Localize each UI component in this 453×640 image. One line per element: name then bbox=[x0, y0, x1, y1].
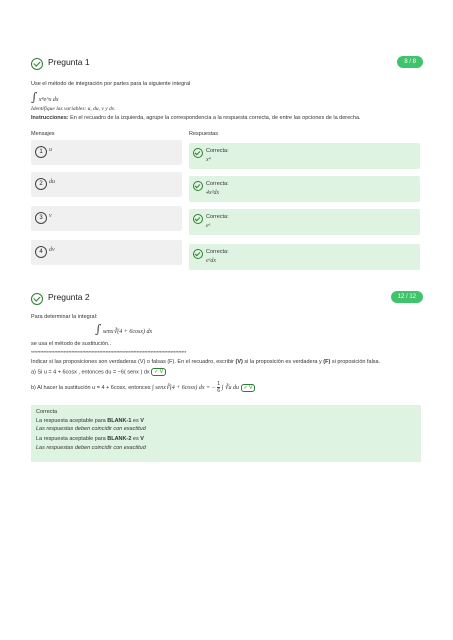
question-2-title: Pregunta 2 bbox=[48, 292, 90, 302]
indicate-text-3: si proposición falsa. bbox=[330, 359, 381, 365]
q2-method: se usa el método de sustitución.. bbox=[31, 341, 112, 347]
answer-slot-u[interactable] bbox=[189, 143, 420, 169]
proposition-b-math-2: ∫ ∛u du bbox=[221, 384, 239, 391]
number-circle: 2 bbox=[35, 178, 47, 190]
answer-value: eˣdx bbox=[206, 258, 217, 264]
proposition-b-math: ∫ senx∛(4 + 6cosx) dx = − bbox=[152, 384, 216, 391]
q2-integrand: senx∛(4 + 6cosx) dx bbox=[102, 329, 153, 335]
integral-sign: ∫ bbox=[95, 322, 102, 336]
message-text: dv bbox=[49, 247, 55, 253]
blank-2-value: V bbox=[140, 436, 144, 442]
q1-instructions bbox=[31, 115, 361, 121]
feedback-note-2: Las respuestas deben coincidir con exactitud bbox=[36, 445, 146, 451]
column-header-respuestas: Respuestas bbox=[189, 131, 219, 137]
indicate-text-1: Indicar si las proposiciones son verdaderas (V) o falsas (F). En el recuadro, escribir bbox=[31, 359, 236, 365]
blank-1-value: V bbox=[140, 418, 144, 424]
check-circle-icon bbox=[193, 148, 203, 158]
answer-status: Correcta: bbox=[206, 181, 229, 187]
q2-integral bbox=[95, 322, 152, 336]
answer-value: 4x³dx bbox=[206, 190, 220, 196]
integral-sign: ∫ bbox=[31, 90, 38, 104]
answer-status: Correcta: bbox=[206, 148, 229, 154]
feedback-text: La respuesta aceptable para bbox=[36, 436, 108, 442]
feedback-blank-1 bbox=[36, 418, 144, 424]
feedback-blank-2 bbox=[36, 436, 144, 442]
feedback-panel bbox=[31, 405, 421, 462]
question-2-score-badge: 12 / 12 bbox=[391, 291, 423, 303]
separator-stars: **************************************************************************************************** bbox=[31, 350, 187, 355]
number-circle: 1 bbox=[35, 146, 47, 158]
message-item-v[interactable] bbox=[31, 206, 182, 231]
feedback-note-1: Las respuestas deben coincidir con exactitud bbox=[36, 426, 146, 432]
message-text: u bbox=[49, 147, 52, 153]
q1-identify: Identifique las variables: u, du, v y dv. bbox=[31, 106, 116, 112]
blank-2-label: BLANK-2 bbox=[107, 436, 132, 442]
check-circle-icon bbox=[193, 214, 203, 224]
feedback-title: Correcta bbox=[36, 409, 58, 415]
answer-status: Correcta: bbox=[206, 214, 229, 220]
indicate-text-2: si la proposición es verdadera y bbox=[242, 359, 324, 365]
q2-indicate bbox=[31, 359, 380, 365]
number-circle: 3 bbox=[35, 212, 47, 224]
answer-value: x⁴ bbox=[206, 157, 211, 163]
instructions-text: En el recuadro de la izquierda, agrupe la correspondencia a la respuesta correcta, de entre las opciones de la derecha. bbox=[68, 115, 361, 121]
message-item-u[interactable] bbox=[31, 140, 182, 165]
blank-1-label: BLANK-1 bbox=[107, 418, 132, 424]
fraction-numerator: 1 bbox=[217, 381, 220, 387]
question-1-score-badge: 8 / 8 bbox=[397, 56, 423, 68]
q2-proposition-a bbox=[31, 368, 166, 376]
q1-integral bbox=[31, 90, 59, 104]
message-item-du[interactable] bbox=[31, 172, 182, 197]
message-text: v bbox=[49, 213, 52, 219]
answer-value: eˣ bbox=[206, 223, 211, 229]
v-label: (V) bbox=[235, 359, 243, 365]
feedback-text: es bbox=[131, 436, 141, 442]
message-item-dv[interactable] bbox=[31, 240, 182, 265]
feedback-text: La respuesta aceptable para bbox=[36, 418, 108, 424]
proposition-b-text: b) Al hacer la sustitución u = 4 + 6cosx, entonces bbox=[31, 384, 151, 391]
check-circle-icon bbox=[193, 181, 203, 191]
answer-slot-dv[interactable] bbox=[189, 244, 420, 270]
message-text: du bbox=[49, 179, 55, 185]
feedback-text: es bbox=[131, 418, 141, 424]
check-circle-icon bbox=[31, 293, 43, 305]
proposition-a-text: a) Si u = 4 + 6cosx , entonces du = −6( senx ) dx bbox=[31, 369, 150, 376]
answer-slot-v[interactable] bbox=[189, 209, 420, 235]
answer-status: Correcta: bbox=[206, 249, 229, 255]
question-2-header bbox=[31, 293, 423, 309]
q1-intro: Use el método de integración por partes para la siguiente integral bbox=[31, 81, 191, 87]
column-header-mensajes: Mensajes bbox=[31, 131, 55, 137]
fraction-denominator: 6 bbox=[217, 388, 220, 394]
instructions-label: Instrucciones: bbox=[31, 115, 69, 121]
number-circle: 4 bbox=[35, 246, 47, 258]
question-1-header bbox=[31, 58, 423, 74]
question-1-title: Pregunta 1 bbox=[48, 57, 90, 67]
fraction-one-sixth bbox=[217, 381, 220, 394]
q1-integrand: x⁴e^x dx bbox=[38, 97, 59, 103]
check-circle-icon bbox=[31, 58, 43, 70]
q2-proposition-b bbox=[31, 381, 255, 394]
answer-badge-a[interactable]: ✓ V bbox=[151, 368, 166, 376]
f-label: (F) bbox=[323, 359, 331, 365]
q2-intro: Para determinar la integral: bbox=[31, 314, 98, 320]
check-circle-icon bbox=[193, 249, 203, 259]
answer-slot-du[interactable] bbox=[189, 176, 420, 202]
answer-badge-b[interactable]: ✓ V bbox=[241, 384, 256, 392]
